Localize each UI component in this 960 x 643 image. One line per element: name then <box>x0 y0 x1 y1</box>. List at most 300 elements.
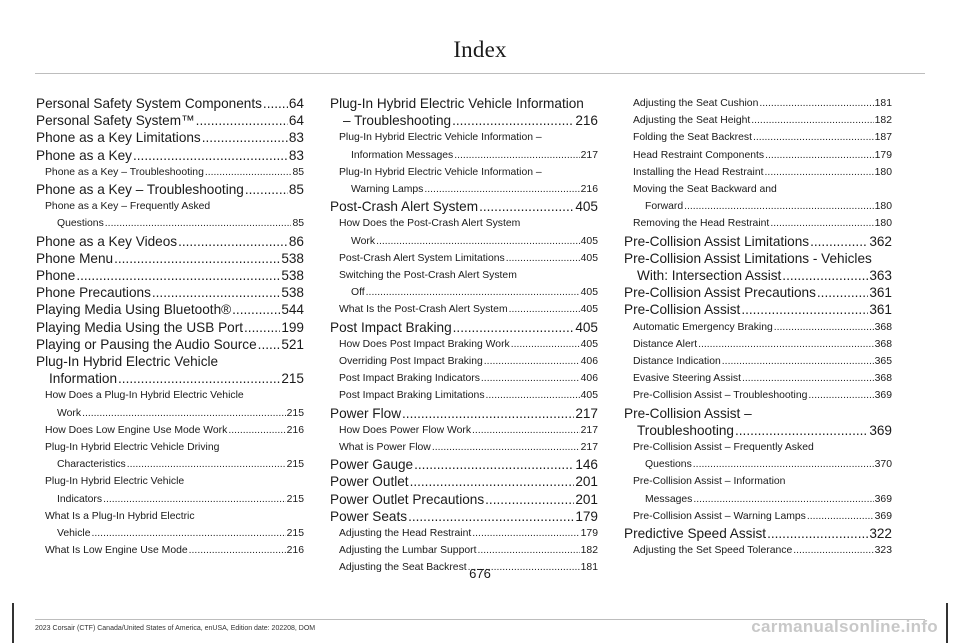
index-entry <box>36 267 304 284</box>
dot-leader <box>511 336 580 353</box>
dot-leader <box>793 542 873 559</box>
dot-leader <box>472 422 580 439</box>
index-entry <box>36 370 304 387</box>
index-entry-title: How Does the Post-Crash Alert System <box>339 218 521 230</box>
dot-leader <box>684 198 874 215</box>
index-entry-page: 85 <box>288 182 304 198</box>
dot-leader <box>114 250 280 267</box>
index-entry-title: Power Flow <box>330 405 402 421</box>
index-entry-title: Personal Safety System™ <box>36 113 195 129</box>
dot-leader <box>782 267 868 284</box>
dot-leader <box>196 112 288 129</box>
index-entry-title: Questions <box>57 218 104 230</box>
index-entry-title: Pre-Collision Assist – Frequently Asked <box>633 442 814 454</box>
index-entry-line <box>36 387 304 404</box>
dot-leader <box>735 422 868 439</box>
index-entry <box>624 164 892 181</box>
index-entry-title: What is Power Flow <box>339 442 431 454</box>
index-entry-title: Adjusting the Set Speed Tolerance <box>633 545 793 557</box>
index-entry-page: 179 <box>580 528 598 540</box>
dot-leader <box>244 319 280 336</box>
index-entry-title: Pre-Collision Assist – Troubleshooting <box>633 390 808 402</box>
dot-leader <box>753 129 874 146</box>
index-entry-page: 406 <box>580 356 598 368</box>
index-entry-title: Switching the Post-Crash Alert System <box>339 270 517 282</box>
index-entry-title: Characteristics <box>57 459 126 471</box>
index-entry-page: 201 <box>575 474 598 490</box>
index-entry-line <box>36 508 304 525</box>
index-entry <box>36 336 304 353</box>
index-entry <box>624 353 892 370</box>
dot-leader <box>693 491 873 508</box>
index-entry-title: Folding the Seat Backrest <box>633 132 752 144</box>
index-entry <box>624 319 892 336</box>
index-entry-title: Phone as a Key – Troubleshooting <box>45 166 204 178</box>
dot-leader <box>479 198 574 215</box>
index-entry-page: 217 <box>575 405 598 421</box>
index-entry <box>36 525 304 542</box>
index-entry-title: Playing Media Using the USB Port <box>36 319 244 335</box>
index-entry-title: Playing Media Using Bluetooth® <box>36 302 232 318</box>
dot-leader <box>178 233 288 250</box>
index-entry-title: Vehicle <box>57 528 91 540</box>
dot-leader <box>767 525 868 542</box>
index-entry-page: 369 <box>874 510 892 522</box>
index-entry <box>36 181 304 198</box>
index-entry-page: 369 <box>874 493 892 505</box>
index-entry <box>624 370 892 387</box>
index-entry <box>624 147 892 164</box>
dot-leader <box>770 215 873 232</box>
dot-leader <box>202 129 288 146</box>
dot-leader <box>765 147 874 164</box>
index-entry-line <box>624 439 892 456</box>
index-entry <box>330 508 598 525</box>
dot-leader <box>103 491 286 508</box>
index-entry-page: 187 <box>874 132 892 144</box>
crop-mark-right <box>946 603 960 643</box>
dot-leader <box>82 405 286 422</box>
index-entry <box>330 542 598 559</box>
index-entry-page: 181 <box>874 98 892 109</box>
index-entry-title: Playing or Pausing the Audio Source <box>36 336 257 352</box>
index-entry <box>36 95 304 112</box>
dot-leader <box>808 387 873 404</box>
dot-leader <box>485 491 574 508</box>
index-entry <box>36 233 304 250</box>
index-entry-title: Power Outlet <box>330 474 409 490</box>
index-entry <box>330 491 598 508</box>
index-entry-title: Automatic Emergency Braking <box>633 321 773 333</box>
index-entry <box>36 129 304 146</box>
index-entry <box>36 491 304 508</box>
index-entry-page: 322 <box>869 526 892 542</box>
index-entry-page: 85 <box>292 218 304 230</box>
index-entry-line <box>36 473 304 490</box>
index-entry-page: 369 <box>874 390 892 402</box>
index-entry-page: 216 <box>286 545 304 557</box>
index-entry-line <box>624 250 892 267</box>
index-entry-title: With: Intersection Assist <box>637 268 782 284</box>
index-entry <box>330 233 598 250</box>
index-entry <box>624 129 892 146</box>
dot-leader <box>509 301 580 318</box>
index-entry-page: 182 <box>580 545 598 557</box>
index-entry-page: 370 <box>874 459 892 471</box>
index-entry-page: 405 <box>580 252 598 264</box>
index-entry <box>330 319 598 336</box>
index-entry-page: 538 <box>281 285 304 301</box>
index-column-3 <box>624 95 892 559</box>
index-entry-line <box>624 473 892 490</box>
index-entry <box>36 112 304 129</box>
header-rule <box>35 73 925 74</box>
index-entry-page: 368 <box>874 373 892 385</box>
index-column-1 <box>36 95 304 559</box>
index-entry <box>624 215 892 232</box>
index-entry-title: Power Outlet Precautions <box>330 491 485 507</box>
index-entry-title: Phone as a Key Limitations <box>36 130 201 146</box>
index-entry-title: Phone Menu <box>36 250 114 266</box>
index-entry-page: 85 <box>292 166 304 178</box>
index-entry <box>624 542 892 559</box>
index-entry <box>624 422 892 439</box>
dot-leader <box>810 233 868 250</box>
index-entry <box>36 284 304 301</box>
index-entry-line <box>624 405 892 422</box>
dot-leader <box>481 370 580 387</box>
index-entry-page: 86 <box>288 233 304 249</box>
index-entry-title: Plug-In Hybrid Electric Vehicle Driving <box>45 442 220 454</box>
dot-leader <box>453 319 575 336</box>
index-entry-page: 369 <box>869 422 892 438</box>
index-entry <box>330 147 598 164</box>
index-entry-page: 405 <box>580 390 598 402</box>
index-entry <box>624 301 892 318</box>
dot-leader <box>424 181 579 198</box>
index-entry-title: Post-Crash Alert System <box>330 199 479 215</box>
index-entry-title: Indicators <box>57 493 103 505</box>
index-entry-line <box>330 95 598 112</box>
index-entry-page: 538 <box>281 250 304 266</box>
index-entry-title: How Does Power Flow Work <box>339 424 472 436</box>
index-entry <box>624 336 892 353</box>
index-entry-page: 201 <box>575 491 598 507</box>
index-entry-title: Installing the Head Restraint <box>633 166 764 178</box>
dot-leader <box>408 508 574 525</box>
index-entry-page: 179 <box>575 508 598 524</box>
index-entry <box>330 422 598 439</box>
index-entry-title: What Is a Plug-In Hybrid Electric <box>45 510 195 522</box>
index-entry-page: 362 <box>869 233 892 249</box>
index-entry-title: Adjusting the Head Restraint <box>339 528 472 540</box>
dot-leader <box>76 267 280 284</box>
edition-text: 2023 Corsair (CTF) Canada/United States of America, enUSA, Edition date: 202208, DOM <box>35 625 316 632</box>
index-entry-title: Adjusting the Seat Cushion <box>633 98 759 109</box>
index-entry-page: 215 <box>286 528 304 540</box>
index-entry-title: Adjusting the Lumbar Support <box>339 545 477 557</box>
index-entry-line <box>330 215 598 232</box>
dot-leader <box>742 370 874 387</box>
index-entry-page: 521 <box>281 336 304 352</box>
dot-leader <box>452 112 574 129</box>
index-entry-page: 216 <box>580 184 598 196</box>
index-entry-page: 83 <box>288 147 304 163</box>
index-entry-page: 180 <box>874 201 892 213</box>
page-number: 676 <box>469 566 491 581</box>
index-entry-title: Plug-In Hybrid Electric Vehicle <box>36 354 219 370</box>
dot-leader <box>263 95 288 112</box>
index-entry-title: Removing the Head Restraint <box>633 218 770 230</box>
index-entry <box>330 439 598 456</box>
index-entry-title: Power Seats <box>330 508 408 524</box>
index-entry-page: 368 <box>874 321 892 333</box>
index-entry <box>330 250 598 267</box>
index-entry <box>330 336 598 353</box>
index-entry <box>36 301 304 318</box>
index-entry <box>36 215 304 232</box>
dot-leader <box>722 353 874 370</box>
index-entry <box>624 508 892 525</box>
index-entry-page: 217 <box>580 424 598 436</box>
dot-leader <box>807 508 874 525</box>
index-entry <box>624 233 892 250</box>
index-entry-title: Plug-In Hybrid Electric Vehicle <box>45 476 185 488</box>
index-entry <box>624 387 892 404</box>
index-entry-title: Work <box>57 407 82 419</box>
index-entry-title: – Troubleshooting <box>343 113 452 129</box>
dot-leader <box>133 147 288 164</box>
index-entry-title: Distance Indication <box>633 356 721 368</box>
index-entry-page: 179 <box>874 149 892 161</box>
index-entry-page: 215 <box>286 459 304 471</box>
index-entry-title: Phone as a Key – Troubleshooting <box>36 182 244 198</box>
index-entry-line <box>624 181 892 198</box>
index-entry-page: 64 <box>288 113 304 129</box>
dot-leader <box>741 301 868 318</box>
index-entry-title: Pre-Collision Assist – Information <box>633 476 786 488</box>
index-entry-title: Post-Crash Alert System Limitations <box>339 252 505 264</box>
index-entry <box>330 181 598 198</box>
index-entry <box>36 147 304 164</box>
dot-leader <box>693 456 874 473</box>
index-entry-title: How Does Post Impact Braking Work <box>339 338 510 350</box>
dot-leader <box>414 456 574 473</box>
index-entry-title: Plug-In Hybrid Electric Vehicle Information <box>330 96 584 111</box>
index-entry <box>330 405 598 422</box>
index-entry-title: Information Messages <box>351 149 454 161</box>
index-entry-line <box>36 439 304 456</box>
dot-leader <box>484 353 580 370</box>
dot-leader <box>506 250 580 267</box>
index-entry-title: Phone as a Key – Frequently Asked <box>45 201 211 213</box>
index-entry-title: Warning Lamps <box>351 184 424 196</box>
index-entry-line <box>36 353 304 370</box>
index-entry-title: Work <box>351 235 376 247</box>
index-entry-title: What Is Low Engine Use Mode <box>45 545 188 557</box>
index-entry <box>330 456 598 473</box>
dot-leader <box>127 456 286 473</box>
index-entry-title: Information <box>49 371 118 387</box>
index-entry-title: Off <box>351 287 365 299</box>
index-entry <box>330 370 598 387</box>
dot-leader <box>118 370 280 387</box>
dot-leader <box>454 147 579 164</box>
index-entry-title: Pre-Collision Assist Limitations - Vehicles <box>624 250 872 266</box>
index-entry-page: 215 <box>281 371 304 387</box>
dot-leader <box>477 542 579 559</box>
index-entry <box>36 250 304 267</box>
index-entry-title: Pre-Collision Assist <box>624 302 741 318</box>
index-entry-page: 217 <box>580 149 598 161</box>
index-entry-page: 405 <box>580 287 598 299</box>
index-entry-title: Post Impact Braking Limitations <box>339 390 485 402</box>
index-column-2 <box>330 95 598 577</box>
dot-leader <box>472 525 579 542</box>
index-entry <box>624 112 892 129</box>
index-entry-title: Phone as a Key <box>36 147 132 163</box>
index-entry <box>330 353 598 370</box>
dot-leader <box>376 233 580 250</box>
index-entry-title: Pre-Collision Assist – Warning Lamps <box>633 510 806 522</box>
index-entry <box>624 456 892 473</box>
dot-leader <box>258 336 281 353</box>
watermark: carmanualsonline.info <box>751 617 938 636</box>
index-entry <box>330 198 598 215</box>
index-entry-title: Pre-Collision Assist – <box>624 405 752 421</box>
index-entry-title: Overriding Post Impact Braking <box>339 356 483 368</box>
index-entry-page: 405 <box>575 319 598 335</box>
index-entry-title: Phone <box>36 268 76 284</box>
page-title: Index <box>453 37 507 62</box>
dot-leader <box>402 405 574 422</box>
index-entry-page: 323 <box>874 545 892 557</box>
index-entry-title: Post Impact Braking Indicators <box>339 373 480 385</box>
index-entry-page: 405 <box>580 338 598 350</box>
dot-leader <box>410 473 575 490</box>
index-entry-page: 405 <box>575 199 598 215</box>
dot-leader <box>366 284 580 301</box>
index-entry-line <box>330 129 598 146</box>
index-entry-title: Evasive Steering Assist <box>633 373 741 385</box>
index-entry <box>330 525 598 542</box>
dot-leader <box>698 336 874 353</box>
index-entry-line <box>330 164 598 181</box>
index-entry <box>330 301 598 318</box>
index-entry-page: 146 <box>575 457 598 473</box>
dot-leader <box>228 422 285 439</box>
index-entry-title: Pre-Collision Assist Limitations <box>624 233 810 249</box>
index-entry <box>624 284 892 301</box>
index-entry-title: Predictive Speed Assist <box>624 526 767 542</box>
index-entry <box>36 319 304 336</box>
index-entry <box>36 405 304 422</box>
index-entry-page: 538 <box>281 268 304 284</box>
index-entry-title: Moving the Seat Backward and <box>633 184 777 196</box>
index-entry-page: 215 <box>286 493 304 505</box>
dot-leader <box>751 112 873 129</box>
dot-leader <box>774 319 874 336</box>
dot-leader <box>189 542 286 559</box>
crop-mark-left <box>0 603 14 643</box>
dot-leader <box>232 301 280 318</box>
dot-leader <box>152 284 280 301</box>
index-entry <box>330 473 598 490</box>
index-entry-title: Phone Precautions <box>36 285 151 301</box>
index-entry-title: How Does Low Engine Use Mode Work <box>45 424 228 436</box>
index-entry-title: Adjusting the Seat Height <box>633 115 751 127</box>
index-entry <box>624 491 892 508</box>
index-entry-page: 405 <box>580 304 598 316</box>
index-entry-page: 363 <box>869 268 892 284</box>
index-entry <box>36 164 304 181</box>
index-entry-line <box>36 198 304 215</box>
index-entry-title: Head Restraint Components <box>633 149 765 161</box>
dot-leader <box>765 164 874 181</box>
index-entry <box>330 112 598 129</box>
index-entry-page: 361 <box>869 302 892 318</box>
dot-leader <box>105 215 292 232</box>
dot-leader <box>486 387 580 404</box>
index-entry-title: Power Gauge <box>330 457 414 473</box>
index-entry-title: Adjusting the Seat Backrest <box>339 562 467 574</box>
index-entry-title: Forward <box>645 201 684 213</box>
index-entry-title: Messages <box>645 493 693 505</box>
index-entry <box>624 525 892 542</box>
index-entry-page: 216 <box>575 113 598 129</box>
index-entry-page: 216 <box>286 424 304 436</box>
index-entry-title: Pre-Collision Assist Precautions <box>624 285 816 301</box>
index-entry <box>330 284 598 301</box>
dot-leader <box>205 164 292 181</box>
index-entry-title: How Does a Plug-In Hybrid Electric Vehicle <box>45 390 244 402</box>
index-entry-title: Troubleshooting <box>637 422 734 438</box>
dot-leader <box>759 95 873 112</box>
index-entry-page: 361 <box>869 285 892 301</box>
index-entry <box>330 387 598 404</box>
index-entry <box>36 542 304 559</box>
dot-leader <box>245 181 288 198</box>
dot-leader <box>817 284 868 301</box>
index-entry-page: 217 <box>580 442 598 454</box>
index-entry <box>624 95 892 112</box>
index-entry-page: 182 <box>874 115 892 127</box>
index-entry <box>36 456 304 473</box>
index-entry-page: 368 <box>874 338 892 350</box>
index-entry-title: Personal Safety System Components <box>36 96 262 111</box>
index-entry-page: 365 <box>874 356 892 368</box>
index-entry-title: Post Impact Braking <box>330 319 452 335</box>
index-entry-page: 83 <box>288 130 304 146</box>
index-entry-page: 180 <box>874 166 892 178</box>
index-entry-title: Distance Alert <box>633 338 698 350</box>
index-entry-title: Questions <box>645 459 692 471</box>
index-entry <box>624 198 892 215</box>
index-entry-page: 406 <box>580 373 598 385</box>
dot-leader <box>432 439 580 456</box>
index-entry-page: 199 <box>281 319 304 335</box>
index-entry-title: Plug-In Hybrid Electric Vehicle Information – <box>339 132 542 144</box>
index-entry-title: Plug-In Hybrid Electric Vehicle Information – <box>339 166 542 178</box>
index-entry-page: 180 <box>874 218 892 230</box>
index-entry-page: 544 <box>281 302 304 318</box>
index-entry-page: 405 <box>580 235 598 247</box>
dot-leader <box>92 525 286 542</box>
index-entry-page: 181 <box>580 562 598 574</box>
index-entry-page: 215 <box>286 407 304 419</box>
index-entry <box>624 267 892 284</box>
index-entry <box>36 422 304 439</box>
